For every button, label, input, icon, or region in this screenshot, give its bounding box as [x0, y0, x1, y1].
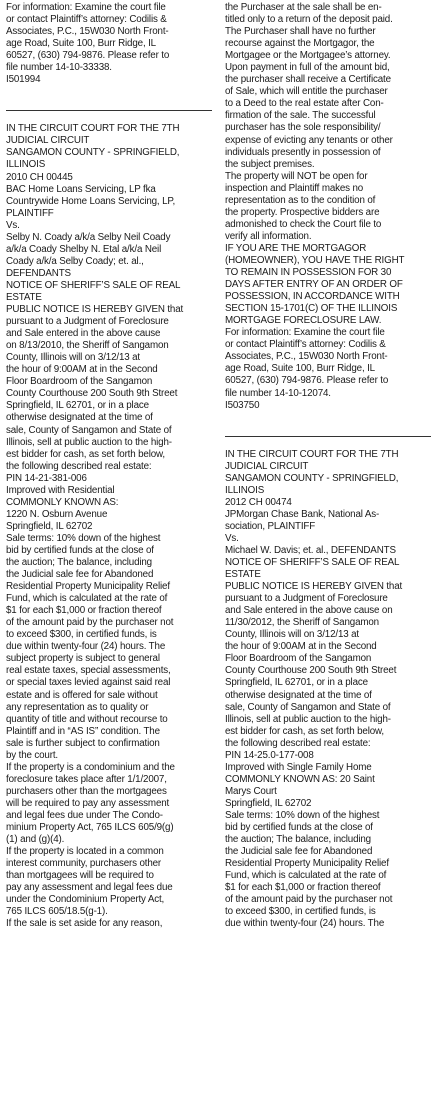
notice-text-line: to exceed $300, in certified funds, is [6, 629, 157, 641]
notice-text-line: sale is further subject to confirmation [6, 737, 160, 749]
notice-text-line: the Judicial sale fee for Abandoned [6, 569, 154, 581]
notice-text-line: Springfield, IL 62701, or in a place [225, 677, 368, 689]
notice-text-line: admonished to check the Court file to [225, 218, 382, 230]
notice-text-line: PIN 14-25.0-177-008 [225, 749, 314, 761]
notice-text-line: TO REMAIN IN POSSESSION FOR 30 [225, 267, 392, 279]
notice-text-line: purchaser has the sole responsibility/ [225, 122, 381, 134]
notice-text-line: otherwise designated at the time of [6, 412, 153, 424]
notice-text-line: SANGAMON COUNTY - SPRINGFIELD, [225, 472, 399, 484]
notice-text-line: will be required to pay any assessment [6, 797, 170, 809]
notice-text-line: Selby N. Coady a/k/a Selby Neil Coady [6, 231, 171, 243]
notice-text-line: or contact Plaintiff’s attorney: Codilis & [225, 339, 386, 351]
notice-text-line: and Sale entered in the above cause [6, 328, 161, 340]
notice-text-line: County, Illinois will on 3/12/13 at [6, 352, 140, 364]
notice-text-line: ESTATE [6, 291, 42, 303]
notice-text-line: Associates, P.C., 15W030 North Front- [6, 26, 169, 38]
notice-text-line: Residential Property Municipality Relief [225, 858, 389, 870]
notice-text-line: bid by certified funds at the close of [6, 544, 154, 556]
notice-text-line: the purchaser shall receive a Certificate [225, 74, 391, 86]
notice-text-line: (1) and (g)(4). [6, 834, 65, 846]
notice-text-line: pursuant to a Judgment of Foreclosure [6, 316, 169, 328]
notice-text-line: due within twenty-four (24) hours. The [6, 641, 166, 653]
notice-text-line: Fund, which is calculated at the rate of [6, 593, 168, 605]
notice-text-line: Illinois, sell at public auction to the high- [225, 713, 391, 725]
notice-text-line: inspection and Plaintiff makes no [225, 182, 364, 194]
notice-text-line: PLAINTIFF [6, 207, 54, 219]
notice-text-line: individuals presently in possession of [225, 146, 381, 158]
notice-text-line: POSSESSION, IN ACCORDANCE WITH [225, 291, 400, 303]
notice-text-line: Michael W. Davis; et. al., DEFENDANTS [225, 544, 396, 556]
notice-text-line: Coady a/k/a Selby Coady; et. al., [6, 255, 144, 267]
notice-text-line: on 8/13/2010, the Sheriff of Sangamon [6, 340, 169, 352]
notice-text-line: and legal fees due under The Condo- [6, 810, 163, 821]
notice-text-line: sale, County of Sangamon and State of [6, 424, 172, 436]
notice-text-line: verify all information. [225, 230, 312, 242]
notice-text-line: or contact Plaintiff’s attorney: Codilis & [6, 14, 167, 26]
notice-text-line: than mortgagees will be required to [6, 870, 154, 882]
notice-text-line: Fund, which is calculated at the rate of [225, 870, 387, 882]
notice-text-line: expense of evicting any tenants or other [225, 134, 393, 146]
notice-text-line: the property. Prospective bidders are [225, 206, 380, 218]
notice-text-line: PUBLIC NOTICE IS HEREBY GIVEN that [6, 304, 184, 316]
notice-text-line: age Road, Suite 100, Burr Ridge, IL [225, 363, 375, 375]
notice-text-line: Floor Boardroom of the Sangamon [225, 653, 372, 665]
notice-text-line: BAC Home Loans Servicing, LP fka [6, 183, 156, 195]
notice-text-line: Marys Court [225, 785, 277, 797]
notice-text-line: Improved with Residential [6, 484, 115, 496]
notice-text-line: IN THE CIRCUIT COURT FOR THE 7TH [225, 448, 399, 460]
notice-text-line: County Courthouse 200 South 9th Street [225, 665, 397, 677]
notice-text-line: 1220 N. Osburn Avenue [6, 508, 108, 520]
notice-text-line: age Road, Suite 100, Burr Ridge, IL [6, 38, 156, 50]
notice-text-line: sale, County of Sangamon and State of [225, 701, 391, 713]
notice-text-line: quantity of title and without recourse to [6, 713, 168, 725]
notice-text-line: Upon payment in full of the amount bid, [225, 62, 390, 74]
notice-text-line: 60527, (630) 794-9876. Please refer to [6, 50, 170, 62]
notice-text-line: COMMONLY KNOWN AS: [6, 496, 119, 508]
right-column [225, 2, 435, 930]
notice-divider [6, 110, 212, 111]
notice-text-line: PIN 14-21-381-006 [6, 472, 87, 484]
notice-text-line: interest community, purchasers other [6, 858, 162, 870]
notice-text-line: (HOMEOWNER), YOU HAVE THE RIGHT [225, 254, 405, 266]
notice-text-line: SANGAMON COUNTY - SPRINGFIELD, [6, 147, 180, 159]
notice-text-line: minium Property Act, 765 ILCS 605/9(g) [6, 822, 174, 834]
notice-text-line: est bidder for cash, as set forth below, [225, 725, 385, 737]
notice-text-line: the subject premises. [225, 158, 315, 170]
notice-text-line: Associates, P.C., 15W030 North Front- [225, 351, 388, 363]
notice-text-line: JPMorgan Chase Bank, National As- [225, 508, 380, 520]
spacer [6, 86, 216, 106]
left-column [6, 2, 216, 930]
notice-text-line: Springfield, IL 62702 [6, 520, 93, 532]
notice-text-line: The property will NOT be open for [225, 170, 368, 182]
notice-text-line: to exceed $300, in certified funds, is [225, 906, 376, 918]
notice-text-line: the hour of 9:00AM at in the Second [225, 641, 377, 653]
notice-text-line: IF YOU ARE THE MORTGAGOR [225, 242, 367, 254]
notice-text-line: 60527, (630) 794-9876. Please refer to [225, 375, 389, 387]
notice-text-line: County, Illinois will on 3/12/13 at [225, 629, 359, 641]
notice-text-line: to a Deed to the real estate after Con- [225, 98, 384, 110]
notice-text-line: file number 14-10-12074. [225, 387, 331, 399]
notice-text-line: Plaintiff and in “AS IS” condition. The [6, 725, 160, 737]
spacer [225, 412, 435, 432]
notice-text-line: 765 ILCS 605/18.5(g-1). [6, 906, 108, 918]
notice-text-line: If the sale is set aside for any reason, [6, 918, 163, 930]
notice-text-line: the following described real estate: [225, 737, 371, 749]
notice-text-line: 2012 CH 00474 [225, 496, 292, 508]
notice-text-line: a/k/a Coady Shelby N. Etal a/k/a Neil [6, 243, 162, 255]
notice-text-line: I503750 [225, 399, 260, 411]
notice-text-line: Vs. [225, 532, 239, 544]
notice-text-line: 11/30/2012, the Sheriff of Sangamon [225, 617, 379, 629]
notice-text-line: Springfield, IL 62701, or in a place [6, 400, 149, 412]
notice-text-line: any representation as to quality or [6, 701, 149, 713]
notice-text-line: recourse against the Mortgagor, the [225, 38, 375, 50]
notice-text-line: purchasers other than the mortgagees [6, 785, 167, 797]
notice-text-line: Improved with Single Family Home [225, 761, 372, 773]
notice-text-line: ILLINOIS [225, 484, 265, 496]
notice-text-line: For information: Examine the court file [225, 327, 385, 339]
notice-text-line: of the amount paid by the purchaser not [6, 617, 174, 629]
notice-text-line: ESTATE [225, 569, 261, 581]
notice-text-line: DEFENDANTS [6, 267, 71, 279]
notice-text-line: PUBLIC NOTICE IS HEREBY GIVEN that [225, 581, 403, 593]
notice-text-line: of Sale, which will entitle the purchaser [225, 86, 388, 98]
notice-text-line: IN THE CIRCUIT COURT FOR THE 7TH [6, 123, 180, 135]
notice-divider [225, 436, 431, 437]
notice-text-line: If the property is located in a common [6, 846, 164, 858]
notice-text-line: the following described real estate: [6, 460, 152, 472]
notice-text-line: Mortgagee or the Mortgagee’s attorney. [225, 50, 391, 62]
notice-text-line: otherwise designated at the time of [225, 689, 372, 701]
notice-text-line: 2010 CH 00445 [6, 171, 73, 183]
notice-text-line: bid by certified funds at the close of [225, 822, 373, 834]
notice-text-line: titled only to a return of the deposit paid. [225, 14, 393, 26]
notice-text-line: For information: Examine the court file [6, 2, 166, 13]
notice-text-line: JUDICIAL CIRCUIT [225, 460, 309, 472]
notice-text-line: $1 for each $1,000 or fraction thereof [225, 882, 381, 894]
notice-text-line: Springfield, IL 62702 [225, 797, 312, 809]
notice-text-line: NOTICE OF SHERIFF’S SALE OF REAL [225, 557, 400, 569]
notice-text-line: Illinois, sell at public auction to the high- [6, 436, 172, 448]
notice-text-line: firmation of the sale. The successful [225, 110, 376, 122]
notice-text-line: sociation, PLAINTIFF [225, 520, 316, 532]
notice-text-line: Sale terms: 10% down of the highest [6, 532, 161, 544]
notice-text-line: real estate taxes, special assessments, [6, 665, 171, 677]
notice-text-line: due within twenty-four (24) hours. The [225, 918, 385, 930]
notice-text-line: Residential Property Municipality Relief [6, 581, 170, 593]
notice-text-line: of the amount paid by the purchaser not [225, 894, 393, 906]
notice-text-line: pursuant to a Judgment of Foreclosure [225, 593, 388, 605]
notice-text-line: representation as to the condition of [225, 194, 376, 206]
notice-text-line: County Courthouse 200 South 9th Street [6, 388, 178, 400]
notice-text-line: $1 for each $1,000 or fraction thereof [6, 605, 162, 617]
notice-text-line: If the property is a condominium and the [6, 761, 175, 773]
notice-text-line: under the Condominium Property Act, [6, 894, 165, 906]
notice-text-line: Sale terms: 10% down of the highest [225, 810, 380, 821]
notice-text-line: NOTICE OF SHERIFF’S SALE OF REAL [6, 279, 181, 291]
notice-text-line: or special taxes levied against said real [6, 677, 171, 689]
notice-text-line: DAYS AFTER ENTRY OF AN ORDER OF [225, 279, 403, 291]
notice-text-line: JUDICIAL CIRCUIT [6, 135, 90, 147]
notice-text-line: MORTGAGE FORECLOSURE LAW. [225, 315, 382, 327]
notice-text-line: ILLINOIS [6, 159, 46, 171]
notice-text-line: est bidder for cash, as set forth below, [6, 448, 166, 460]
notice-text-line: and Sale entered in the above cause on [225, 605, 393, 617]
notice-text-line: subject property is subject to general [6, 653, 160, 665]
notice-text-line: the auction; The balance, including [225, 834, 371, 846]
notice-text-line: pay any assessment and legal fees due [6, 882, 173, 894]
notice-text-line: Floor Boardroom of the Sangamon [6, 376, 153, 388]
notice-text-line: foreclosure takes place after 1/1/2007, [6, 773, 167, 785]
notice-text-line: file number 14-10-33338. [6, 62, 112, 74]
notice-text-line: I501994 [6, 74, 41, 86]
notice-text-line: The Purchaser shall have no further [225, 26, 376, 38]
notice-text-line: the hour of 9:00AM at in the Second [6, 364, 158, 376]
notice-text-line: Countrywide Home Loans Servicing, LP, [6, 195, 176, 207]
notice-text-line: Vs. [6, 219, 20, 231]
notice-text-line: estate and is offered for sale without [6, 689, 158, 701]
notice-text-line: by the court. [6, 749, 58, 761]
notice-text-line: the auction; The balance, including [6, 557, 152, 569]
notice-text-line: the Judicial sale fee for Abandoned [225, 846, 373, 858]
notice-text-line: SECTION 15-1701(C) OF THE ILLINOIS [225, 303, 398, 315]
notice-text-line: the Purchaser at the sale shall be en- [225, 2, 382, 13]
notice-text-line: COMMONLY KNOWN AS: 20 Saint [225, 773, 375, 785]
